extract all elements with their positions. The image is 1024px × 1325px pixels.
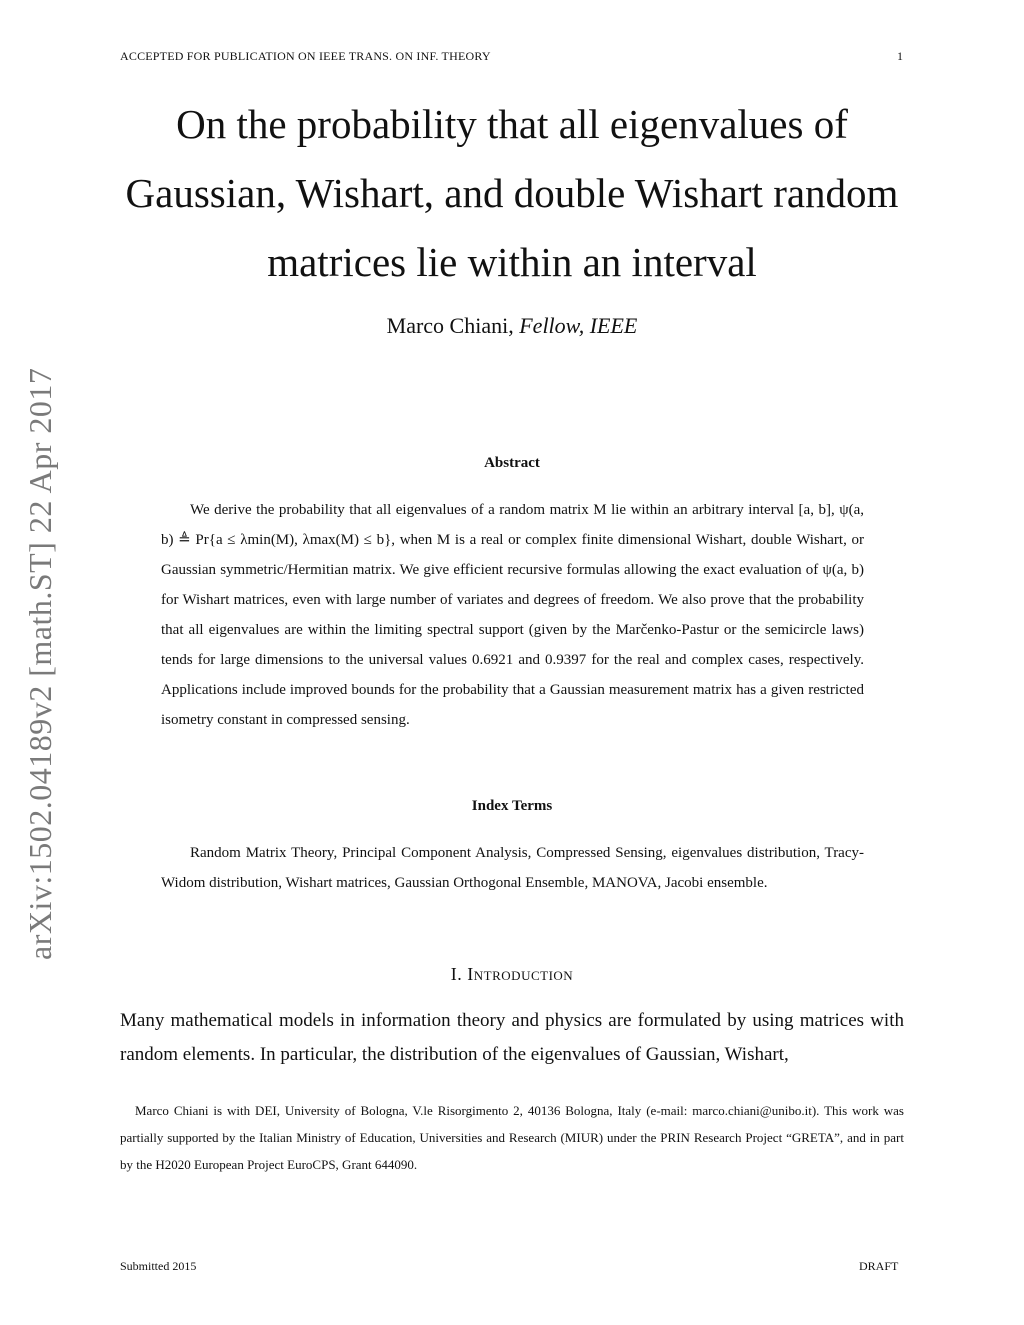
index-terms-heading: Index Terms xyxy=(471,798,553,814)
index-terms-text: Random Matrix Theory, Principal Component Analysis, Compressed Sensing, eigenvalues distribution, Tracy-Widom distribution, Wishart matrices, Gaussian Orthogonal Ensemble, MANOVA, Jacobi ensemble. xyxy=(161,845,864,891)
section-heading xyxy=(0,964,1024,985)
introduction-text: Many mathematical models in information theory and physics are formulated by using matrices with random elements. In particular, the distribution of the eigenvalues of Gaussian, Wishart, xyxy=(120,1010,904,1065)
section-number: I. xyxy=(450,964,463,984)
abstract-text: We derive the probability that all eigenvalues of a random matrix M lie within an arbitrary interval [a, b], ψ(a, b) ≜ Pr{a ≤ λmin(M), λmax(M) ≤ b}, when M is a real or complex finite dimensional Wishart, double Wishart, or Gaussian symmetric/Hermitian matrix. We give efficient recursive formulas allowing the exact evaluation of ψ(a, b) for Wishart matrices, even with large number of variates and degrees of freedom. We also prove that the probability that all eigenvalues are within the limiting spectral support (given by the Marčenko-Pastur or the semicircle laws) tends for large dimensions to the universal values 0.6921 and 0.9397 for the real and complex cases, respectively. Applications include improved bounds for the probability that a Gaussian measurement matrix has a given restricted isometry constant in compressed sensing. xyxy=(161,502,864,728)
author-name: Marco Chiani, xyxy=(386,313,514,338)
author-footnote: Marco Chiani is with DEI, University of Bologna, V.le Risorgimento 2, 40136 Bologna, Italy (e-mail: marco.chiani@unibo.it). This work was partially supported by the Italian Ministry of Education, Universities and Research (MIUR) under the PRIN Research Project “GRETA”, and in part by the H2020 European Project EuroCPS, Grant 644090. xyxy=(120,1103,904,1172)
footer-submitted: Submitted 2015 xyxy=(120,1259,197,1273)
abstract-heading: Abstract xyxy=(484,455,540,471)
paper-title xyxy=(0,90,1024,297)
author-line xyxy=(0,313,1024,339)
title-line-3: matrices lie within an interval xyxy=(267,239,757,285)
section-title: Introduction xyxy=(467,964,574,984)
author-affiliation-title: Fellow, IEEE xyxy=(519,313,638,338)
footer-draft: DRAFT xyxy=(859,1259,899,1273)
page-number: 1 xyxy=(897,49,903,63)
title-line-2: Gaussian, Wishart, and double Wishart random xyxy=(125,170,899,216)
arxiv-stamp: arXiv:1502.04189v2 [math.ST] 22 Apr 2017 xyxy=(22,367,58,960)
running-head: ACCEPTED FOR PUBLICATION ON IEEE TRANS. ON INF. THEORY xyxy=(120,49,491,63)
title-line-1: On the probability that all eigenvalues of xyxy=(176,101,848,147)
